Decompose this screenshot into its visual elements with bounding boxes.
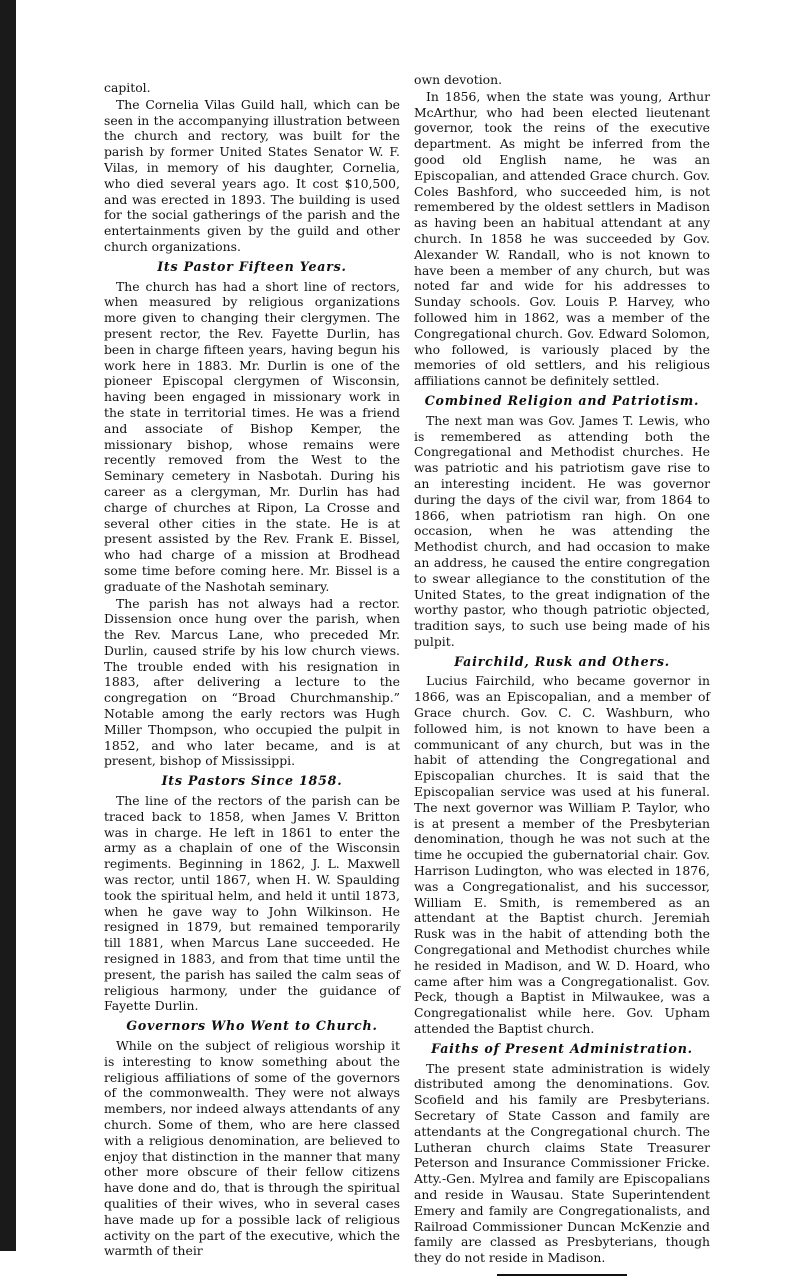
section-heading: Governors Who Went to Church. [126, 1018, 378, 1034]
left-column [104, 80, 400, 1260]
paragraph: The next man was Gov. James T. Lewis, who is remembered as attending both the Congregational and Methodist churches. He was patriotic and his patriotism gave rise to an interesting incident. He was governor during the days of the civil war, from 1864 to 1866, when patriotism ran high. On one occasion, when he was attending the Methodist church, and had occasion to make an address, he caused the entire congregation to swear allegiance to the constitution of the United States, to the great indignation of the worthy pastor, who though patriotic objected, tradition says, to such use being made of his pulpit. [414, 412, 710, 649]
section-heading: Faiths of Present Administration. [431, 1040, 693, 1056]
scan-edge [0, 0, 16, 1251]
right-column [414, 72, 710, 1276]
paragraph: The church has had a short line of rectors, when measured by religious organizations more given to changing their clergymen. The present rector, the Rev. Fayette Durlin, has been in charge fifteen years, having begun his work here in 1883. Mr. Durlin is one of the pioneer Episcopal clergymen of Wisconsin, having been engaged in missionary work in the state in territorial times. He was a friend and associate of Bishop Kemper, the missionary bishop, whose remains were recently removed from the West to the Seminary cemetery in Nasbotah. During his career as a clergyman, Mr. Durlin has had charge of churches at Ripon, La Crosse and several other cities in the state. He is at present assisted by the Rev. Frank E. Bissel, who had charge of a mission at Brodhead some time before coming here. Mr. Bissel is a graduate of the Nashotah seminary. [104, 278, 400, 594]
paragraph: capitol. [104, 80, 151, 95]
paragraph: own devotion. [414, 72, 503, 87]
paragraph: The present state administration is widely distributed among the denominations. Gov. Scofield and his family are Presbyterians. Secretary of State Casson and family are attendants at the Congregational church. The Lutheran church claims State Treasurer Peterson and Insurance Commissioner Fricke. Atty.-Gen. Mylrea and family are Episcopalians and reside in Wausau. State Superintendent Emery and family are Congregationalists, and Railroad Commissioner Duncan McKenzie and family are classed as Presbyterians, though they do not reside in Madison. [414, 1060, 710, 1266]
section-heading: Its Pastor Fifteen Years. [157, 258, 347, 274]
newspaper-page [104, 72, 724, 1266]
section-heading: Fairchild, Rusk and Others. [454, 653, 670, 669]
section-heading: Combined Religion and Patriotism. [424, 392, 700, 408]
paragraph: While on the subject of religious worship it is interesting to know something about the religious affiliations of some of the governors of the commonwealth. They were not always members, nor indeed always attendants of any church. Some of them, who are here classed with a religious denomination, are believed to enjoy that distinction in the manner that many other more obscure of their fellow citizens have done and do, that is through the spiritual qualities of their wives, who in several cases have made up for a possible lack of religious activity on the part of the executive, which the warmth of their [104, 1038, 400, 1259]
paragraph: Lucius Fairchild, who became governor in 1866, was an Episcopalian, and a member of Grace church. Gov. C. C. Washburn, who followed him, is not known to have been a communicant of any church, but was in the habit of attending the Congregational and Episcopalian churches. It is said that the Episcopalian service was used at his funeral. The next governor was William P. Taylor, who is at present a member of the Presbyterian denomination, though he was not such at the time he occupied the gubernatorial chair. Gov. Harrison Ludington, who was elected in 1876, was a Congregationalist, and his successor, William E. Smith, is remembered as an attendant at the Baptist church. Jeremiah Rusk was in the habit of attending both the Congregational and Methodist churches while he resided in Madison, and W. D. Hoard, who came after him was a Congregationalist. Gov. Peck, though a Baptist in Milwaukee, was a Congregationalist while here. Gov. Upham attended the Baptist church. [414, 673, 710, 1037]
section-heading: Its Pastors Since 1858. [161, 773, 343, 789]
paragraph: In 1856, when the state was young, Arthur McArthur, who had been elected lieutenant governor, took the reins of the executive department. As might be inferred from the good old English name, he was an Episcopalian, and attended Grace church. Gov. Coles Bashford, who succeeded him, is not remembered by the oldest settlers in Madison as having been an habitual attendant at any church. In 1858 he was succeeded by Gov. Alexander W. Randall, who is not known to have been a member of any church, but was noted far and wide for his addresses to Sunday schools. Gov. Louis P. Harvey, who followed him in 1862, was a member of the Congregational church. Gov. Edward Solomon, who followed, is variously placed by the memories of old settlers, and his religious affiliations cannot be definitely settled. [414, 88, 710, 389]
paragraph: The Cornelia Vilas Guild hall, which can be seen in the accompanying illustration between the church and rectory, was built for the parish by former United States Senator W. F. Vilas, in memory of his daughter, Cornelia, who died several years ago. It cost $10,500, and was erected in 1893. The building is used for the social gatherings of the parish and the entertainments given by the guild and other church organizations. [104, 96, 400, 254]
paragraph: The parish has not always had a rector. Dissension once hung over the parish, when the Rev. Marcus Lane, who preceded Mr. Durlin, caused strife by his low church views. The trouble ended with his resignation in 1883, after delivering a lecture to the congregation on “Broad Churchmanship.” Notable among the early rectors was Hugh Miller Thompson, who occupied the pulpit in 1852, and who later became, and is at present, bishop of Mississippi. [104, 595, 400, 769]
paragraph: The line of the rectors of the parish can be traced back to 1858, when James V. Britton was in charge. He left in 1861 to enter the army as a chaplain of one of the Wisconsin regiments. Beginning in 1862, J. L. Maxwell was rector, until 1867, when H. W. Spaulding took the spiritual helm, and held it until 1873, when he gave way to John Wilkinson. He resigned in 1879, but remained temporarily till 1881, when Marcus Lane succeeded. He resigned in 1883, and from that time until the present, the parish has sailed the calm seas of religious harmony, under the guidance of Fayette Durlin. [104, 793, 400, 1014]
